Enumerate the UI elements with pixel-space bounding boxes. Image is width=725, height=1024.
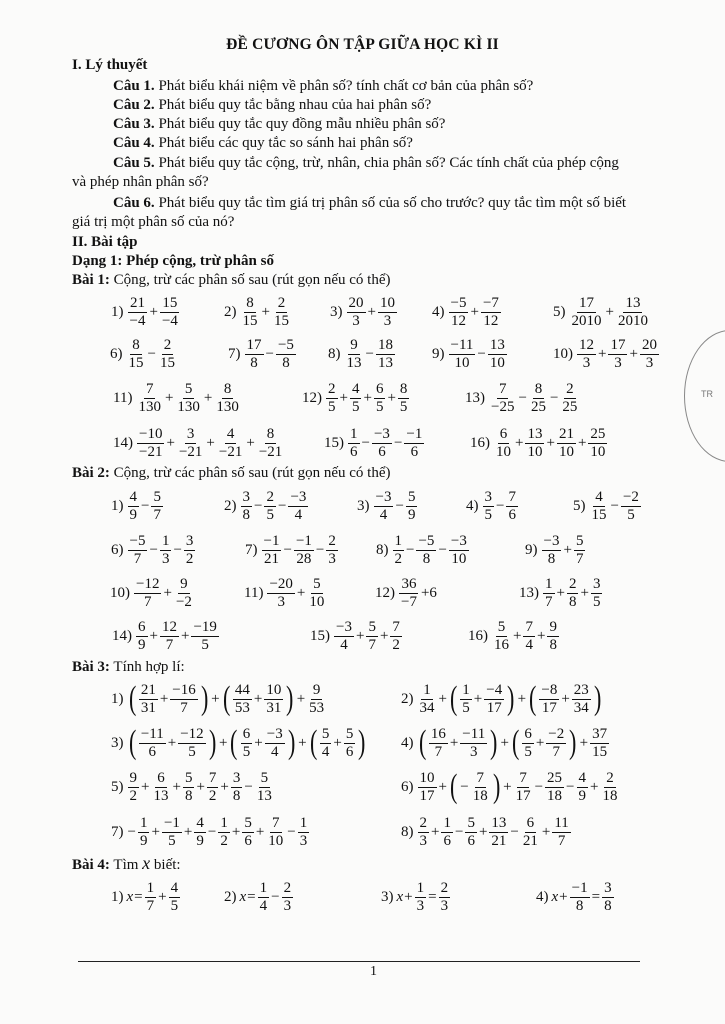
theory-heading: I. Lý thuyết	[72, 57, 148, 73]
question-text: Phát biểu quy tắc quy đồng mẫu nhiều phân số?	[154, 116, 446, 132]
math-expression: 11) $\frac{7}{130}$ + $\frac{5}{130}$ + $\frac{8}{130}$	[113, 380, 239, 415]
math-expression: 9) $\frac{-11}{10}$ − $\frac{13}{10}$	[432, 336, 505, 371]
dang1-heading: Dạng 1: Phép cộng, trừ phân số	[72, 253, 274, 269]
math-expression: 9) $\frac{-3}{8}$ + $\frac{5}{7}$	[525, 532, 584, 567]
math-expression: 12) $\frac{36}{-7}$ +6	[375, 575, 437, 610]
math-expression: 4) x + $\frac{-1}{8}$ = $\frac{3}{8}$	[536, 879, 612, 914]
math-expression: 8) $\frac{1}{2}$ − $\frac{-5}{8}$ − $\frac{-3}{10}$	[376, 532, 467, 567]
question-5-cont: và phép nhân phân số?	[72, 174, 209, 190]
math-expression: 4) $\frac{-5}{12}$ + $\frac{-7}{12}$	[432, 294, 499, 329]
bai-text: Cộng, trừ các phân số sau (rút gọn nếu có thể)	[109, 272, 391, 288]
math-row	[0, 375, 725, 421]
math-expression: 7) − $\frac{1}{9}$ + $\frac{-1}{5}$ + $\frac{4}{9}$ − $\frac{1}{2}$ + $\frac{5}{6}$ + $\frac{7}{10}$ − $\frac{1}{3}$	[111, 814, 308, 849]
question-label: Câu 2.	[113, 97, 155, 113]
math-expression: 3) x + $\frac{1}{3}$ = $\frac{2}{3}$	[381, 879, 449, 914]
bai-label: Bài 2:	[72, 465, 110, 481]
page-number: 1	[370, 964, 377, 979]
question-label: Câu 3.	[113, 116, 155, 132]
question-label: Câu 6.	[113, 195, 155, 211]
math-expression: 15) $\frac{-3}{4}$ + $\frac{5}{7}$ + $\frac{7}{2}$	[310, 618, 400, 653]
variable-x: x	[142, 853, 151, 873]
question-3	[113, 116, 445, 133]
question-4	[113, 135, 413, 152]
math-expression: 5) $\frac{9}{2}$ + $\frac{6}{13}$ + $\frac{5}{8}$ + $\frac{7}{2}$ + $\frac{3}{8}$ − $\frac{5}{13}$	[111, 769, 272, 804]
bai-text: Tính hợp lí:	[109, 659, 185, 675]
footer-divider	[78, 961, 640, 962]
math-expression: 13) $\frac{7}{-25}$ − $\frac{8}{25}$ − $\frac{2}{25}$	[465, 380, 578, 415]
math-expression: 8) $\frac{2}{3}$ + $\frac{1}{6}$ − $\frac{5}{6}$ + $\frac{13}{21}$ − $\frac{6}{21}$ + $\frac{11}{7}$	[401, 814, 569, 849]
math-row	[0, 483, 725, 529]
question-text: Phát biểu quy tắc cộng, trừ, nhân, chia phân số? Các tính chất của phép cộng	[154, 155, 619, 171]
math-expression: 1) ( $\frac{21}{31}$ + $\frac{-16}{7}$ ) + ( $\frac{44}{53}$ + $\frac{10}{31}$ ) + $\frac{9}{53}$	[111, 680, 325, 717]
math-expression: 3) $\frac{20}{3}$ + $\frac{10}{3}$	[330, 294, 395, 329]
math-expression: 10) $\frac{-12}{7}$ + $\frac{9}{-2}$	[110, 575, 192, 610]
math-expression: 10) $\frac{12}{3}$ + $\frac{17}{3}$ + $\frac{20}{3}$	[553, 336, 657, 371]
math-expression: 6) $\frac{10}{17}$ + ( − $\frac{7}{18}$ ) + $\frac{7}{17}$ − $\frac{25}{18}$ − $\frac{4}{9}$ + $\frac{2}{18}$	[401, 768, 618, 805]
stamp-text: TR	[701, 389, 713, 399]
bai-text: Tìm	[109, 857, 143, 873]
math-expression: 14) $\frac{6}{9}$ + $\frac{12}{7}$ + $\frac{-19}{5}$	[112, 618, 217, 653]
math-expression: 15) $\frac{1}{6}$ − $\frac{-3}{6}$ − $\frac{-1}{6}$	[324, 425, 423, 460]
question-2	[113, 97, 431, 114]
math-expression: 11) $\frac{-20}{3}$ + $\frac{5}{10}$	[244, 575, 325, 610]
math-row	[0, 570, 725, 616]
math-row	[0, 527, 725, 573]
bai-label: Bài 1:	[72, 272, 110, 288]
question-5	[113, 155, 619, 172]
math-expression: 16) $\frac{5}{16}$ + $\frac{7}{4}$ + $\frac{9}{8}$	[468, 618, 557, 653]
math-expression: 1) x = $\frac{1}{7}$ + $\frac{4}{5}$	[111, 879, 179, 914]
math-expression: 12) $\frac{2}{5}$ + $\frac{4}{5}$ + $\frac{6}{5}$ + $\frac{8}{5}$	[302, 380, 408, 415]
math-expression: 6) $\frac{8}{15}$ − $\frac{2}{15}$	[110, 336, 175, 371]
math-row	[0, 764, 725, 810]
math-expression: 2) $\frac{8}{15}$ + $\frac{2}{15}$	[224, 294, 289, 329]
math-expression: 4) ( $\frac{16}{7}$ + $\frac{-11}{3}$ ) + ( $\frac{6}{5}$ + $\frac{-2}{7}$ ) + $\frac{37}{15}$	[401, 724, 608, 761]
question-label: Câu 5.	[113, 155, 155, 171]
question-label: Câu 4.	[113, 135, 155, 151]
math-expression: 2) $\frac{1}{34}$ + ( $\frac{1}{5}$ + $\frac{-4}{17}$ ) + ( $\frac{-8}{17}$ + $\frac{23}{34}$ )	[401, 680, 602, 717]
math-expression: 1) $\frac{4}{9}$ − $\frac{5}{7}$	[111, 488, 161, 523]
math-expression: 14) $\frac{-10}{-21}$ + $\frac{3}{-21}$ + $\frac{4}{-21}$ + $\frac{8}{-21}$	[113, 425, 283, 460]
math-expression: 16) $\frac{6}{10}$ + $\frac{13}{10}$ + $\frac{21}{10}$ + $\frac{25}{10}$	[470, 425, 606, 460]
math-row	[0, 809, 725, 855]
math-expression: 5) $\frac{4}{15}$ − $\frac{-2}{5}$	[573, 488, 639, 523]
math-row	[0, 613, 725, 659]
math-expression: 13) $\frac{1}{7}$ + $\frac{2}{8}$ + $\frac{3}{5}$	[519, 575, 601, 610]
bai2-heading	[72, 465, 390, 482]
math-expression: 2) $\frac{3}{8}$ − $\frac{2}{5}$ − $\frac{-3}{4}$	[224, 488, 307, 523]
math-expression: 3) $\frac{-3}{4}$ − $\frac{5}{9}$	[357, 488, 416, 523]
math-expression: 7) $\frac{-1}{21}$ − $\frac{-1}{28}$ − $\frac{2}{3}$	[245, 532, 336, 567]
bai-text: Cộng, trừ các phân số sau (rút gọn nếu có thể)	[109, 465, 391, 481]
math-expression: 2) x = $\frac{1}{4}$ − $\frac{2}{3}$	[224, 879, 292, 914]
exercises-heading: II. Bài tập	[72, 234, 138, 250]
math-expression: 3) ( $\frac{-11}{6}$ + $\frac{-12}{5}$ ) + ( $\frac{6}{5}$ + $\frac{-3}{4}$ ) + ( $\frac{5}{4}$ + $\frac{5}{6}$ )	[111, 724, 366, 761]
page-title: ĐỀ CƯƠNG ÔN TẬP GIỮA HỌC KÌ II	[226, 36, 499, 53]
bai-label: Bài 4:	[72, 857, 110, 873]
question-1	[113, 78, 533, 95]
math-row	[0, 720, 725, 766]
bai4-heading	[72, 855, 181, 874]
math-expression: 7) $\frac{17}{8}$ − $\frac{-5}{8}$	[228, 336, 294, 371]
question-6	[113, 195, 626, 212]
math-expression: 8) $\frac{9}{13}$ − $\frac{18}{13}$	[328, 336, 393, 371]
math-row	[0, 289, 725, 335]
question-text: Phát biểu các quy tắc so sánh hai phân số?	[154, 135, 413, 151]
math-row	[0, 331, 725, 377]
math-row	[0, 420, 725, 466]
math-expression: 6) $\frac{-5}{7}$ − $\frac{1}{3}$ − $\frac{3}{2}$	[111, 532, 194, 567]
bai1-heading	[72, 272, 390, 289]
math-row	[0, 874, 725, 920]
question-6-cont: giá trị một phân số của nó?	[72, 214, 235, 230]
math-expression: 5) $\frac{17}{2010}$ + $\frac{13}{2010}$	[553, 294, 648, 329]
math-row	[0, 676, 725, 722]
math-expression: 4) $\frac{3}{5}$ − $\frac{7}{6}$	[466, 488, 516, 523]
bai-text: biết:	[150, 857, 181, 873]
bai-label: Bài 3:	[72, 659, 110, 675]
question-label: Câu 1.	[113, 78, 155, 94]
question-text: Phát biểu quy tắc bằng nhau của hai phân số?	[154, 97, 432, 113]
math-expression: 1) $\frac{21}{-4}$ + $\frac{15}{-4}$	[111, 294, 178, 329]
question-text: Phát biểu quy tắc tìm giá trị phân số của số cho trước? quy tắc tìm một số biết	[154, 195, 627, 211]
bai3-heading	[72, 659, 185, 676]
question-text: Phát biểu khái niệm về phân số? tính chất cơ bản của phân số?	[154, 78, 534, 94]
